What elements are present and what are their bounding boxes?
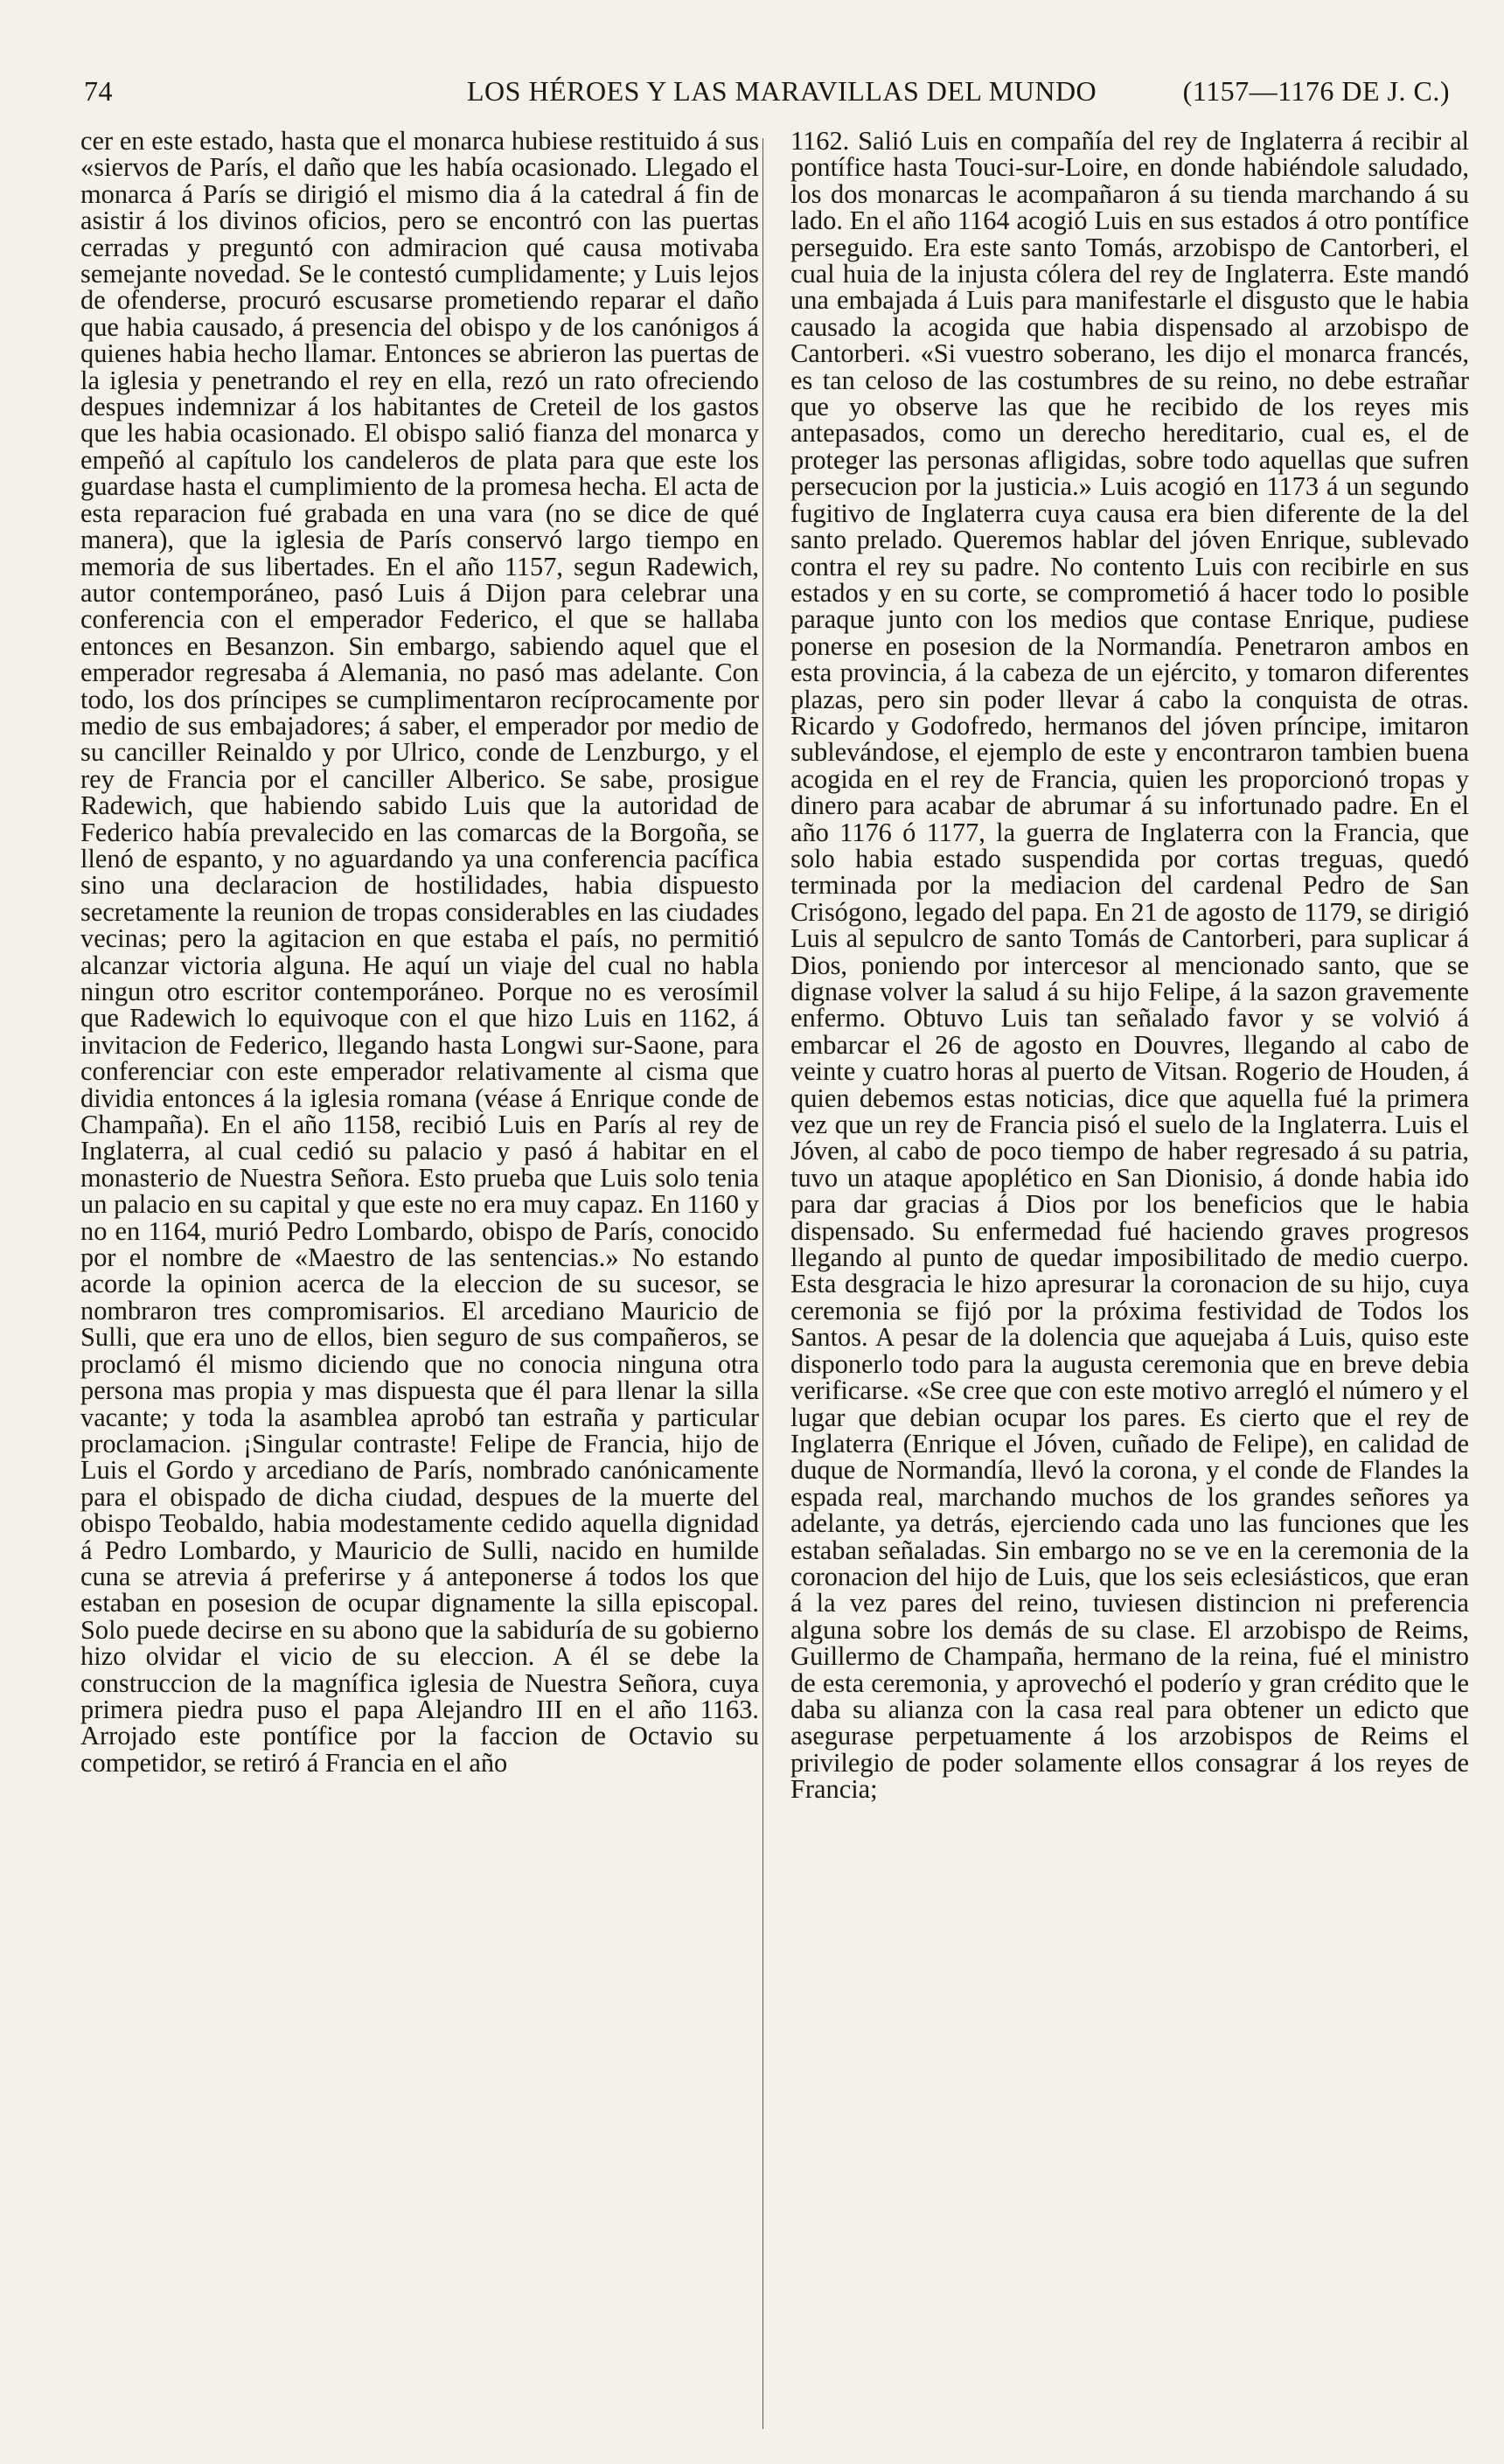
left-column-text: cer en este estado, hasta que el monarca hubiese restituido á sus «siervos de París, el daño que les había ocasionado. Llegado el monarca á París se dirigió el mismo dia á la catedral á fin de asistir á los divinos oficios, pero se encontró con las puertas cerradas y preguntó con admiracion qué causa motivaba semejante novedad. Se le contestó cumplidamente; y Luis lejos de ofenderse, procuró escusarse prometiendo reparar el daño que habia causado, á presencia del obispo y de los canónigos á quienes habia hecho llamar. Entonces se abrieron las puertas de la iglesia y penetrando el rey en ella, rezó un rato ofreciendo despues indemnizar á los habitantes de Creteil de los gastos que les habia ocasionado. El obispo salió fianza del monarca y empeñó al capítulo los candeleros de plata para que este los guardase hasta el cumplimiento de la promesa hecha. El acta de esta reparacion fué grabada en una vara (no se dice de qué manera), que la iglesia de París conservó largo tiempo en memoria de sus libertades. En el año 1157, segun Radewich, autor contemporáneo, pasó Luis á Dijon para celebrar una conferencia con el emperador Federico, el que se hallaba entonces en Besanzon. Sin embargo, sabiendo aquel que el emperador regresaba á Alemania, no pasó mas adelante. Con todo, los dos príncipes se cumplimentaron recíprocamente por medio de sus embajadores; á saber, el emperador por medio de su canciller Reinaldo y por Ulrico, conde de Lenzburgo, y el rey de Francia por el canciller Alberico. Se sabe, prosigue Radewich, que habiendo sabido Luis que la autoridad de Federico había prevalecido en las comarcas de la Borgoña, se llenó de espanto, y no aguardando ya una conferencia pacífica sino una declaracion de hostilidades, habia dispuesto secretamente la reunion de tropas considerables en las ciudades vecinas; pero la agitacion en que estaba el país, no permitió alcanzar victoria alguna. He aquí un viaje del cual no habla ningun otro escritor contemporáneo. Porque no es verosímil que Radewich lo equivoque con el que hizo Luis en 1162, á invitacion de Federico, llegando hasta Longwi sur-Saone, para conferenciar con este emperador relativamente al cisma que dividia entonces á la iglesia romana (véase á Enrique conde de Champaña). En el año 1158, recibió Luis en París al rey de Inglaterra, al cual cedió su palacio y pasó á habitar en el monasterio de Nuestra Señora. Esto prueba que Luis solo tenia un palacio en su capital y que este no era muy capaz. En 1160 y no en 1164, murió Pedro Lombardo, obispo de París, conocido por el nombre de «Maestro de las sentencias.» No estando acorde la opinion acerca de la eleccion de su sucesor, se nombraron tres compromisarios. El arcediano Mauricio de Sulli, que era uno de ellos, bien seguro de sus compañeros, se proclamó él mismo diciendo que no conocia ninguna otra persona mas propia y mas dispuesta que él para llenar la silla vacante; y toda la asamblea aprobó tan estraña y particular proclamacion. ¡Singular contraste! Felipe de Francia, hijo de Luis el Gordo y arcediano de París, nombrado canónicamente para el obispado de dicha ciudad, despues de la muerte del obispo Teobaldo, habia modestamente cedido aquella dignidad á Pedro Lombardo, y Mauricio de Sulli, nacido en humilde cuna se atrevia á preferirse y á anteponerse á todos los que estaban en posesion de ocupar dignamente la silla episcopal. Solo puede decirse en su abono que la sabiduría de su gobierno hizo olvidar el vicio de su eleccion. A él se debe la construccion de la magnífica iglesia de Nuestra Señora, cuya primera piedra puso el papa Alejandro III en el año 1163. Arrojado este pontífice por la faccion de Octavio su competidor, se retiró á Francia en el año (80, 126, 759, 1778)
book-title: LOS HÉROES Y LAS MARAVILLAS DEL MUNDO (467, 75, 1097, 107)
date-range: (1157—1176 DE J. C.) (1182, 75, 1450, 107)
left-column (80, 128, 759, 1776)
column-divider (762, 138, 763, 2429)
running-head (45, 73, 1467, 114)
right-column-text: 1162. Salió Luis en compañía del rey de Inglaterra á recibir al pontífice hasta Touci-sur-Loire, en donde habiéndole saludado, los dos monarcas le acompañaron á su tienda marchando á su lado. En el año 1164 acogió Luis en sus estados á otro pontífice perseguido. Era este santo Tomás, arzobispo de Cantorberi, el cual huia de la injusta cólera del rey de Inglaterra. Este mandó una embajada á Luis para manifestarle el disgusto que le habia causado la acogida que habia dispensado al arzobispo de Cantorberi. «Si vuestro soberano, les dijo el monarca francés, es tan celoso de las costumbres de su reino, no debe estrañar que yo observe las que he recibido de los reyes mis antepasados, como un derecho hereditario, cual es, el de proteger las personas afligidas, sobre todo aquellas que sufren persecucion por la justicia.» Luis acogió en 1173 á un segundo fugitivo de Inglaterra cuya causa era bien diferente de la del santo prelado. Queremos hablar del jóven Enrique, sublevado contra el rey su padre. No contento Luis con recibirle en sus estados y en su corte, se comprometió á hacer todo lo posible paraque junto con los medios que contase Enrique, pudiese ponerse en posesion de la Normandía. Penetraron ambos en esta provincia, á la cabeza de un ejército, y tomaron diferentes plazas, pero sin poder llevar á cabo la conquista de otras. Ricardo y Godofredo, hermanos del jóven príncipe, imitaron sublevándose, el ejemplo de este y encontraron tambien buena acogida en el rey de Francia, quien les proporcionó tropas y dinero para acabar de abrumar á su infortunado padre. En el año 1176 ó 1177, la guerra de Inglaterra con la Francia, que solo habia estado suspendida por cortas treguas, quedó terminada por la mediacion del cardenal Pedro de San Crisógono, legado del papa. En 21 de agosto de 1179, se dirigió Luis al sepulcro de santo Tomás de Cantorberi, para suplicar á Dios, poniendo por intercesor al mencionado santo, que se dignase volver la salud á su hijo Felipe, á la sazon gravemente enfermo. Obtuvo Luis tan señalado favor y se volvió á embarcar el 26 de agosto en Douvres, llegando al cabo de veinte y cuatro horas al puerto de Vitsan. Rogerio de Houden, á quien debemos estas noticias, dice que aquella fué la primera vez que un rey de Francia pisó el suelo de la Inglaterra. Luis el Jóven, al cabo de poco tiempo de haber regresado á su patria, tuvo un ataque apoplético en San Dionisio, á donde habia ido para dar gracias á Dios por los beneficios que le habia dispensado. Su enfermedad fué haciendo graves progresos llegando al punto de quedar imposibilitado de medio cuerpo. Esta desgracia le hizo apresurar la coronacion de su hijo, cuya ceremonia se fijó por la próxima festividad de Todos los Santos. A pesar de la dolencia que aquejaba á Luis, quiso este disponerlo todo para la augusta ceremonia que en breve debia verificarse. «Se cree que con este motivo arregló el número y el lugar que debian ocupar los pares. Es cierto que el rey de Inglaterra (Enrique el Jóven, cuñado de Felipe), en calidad de duque de Normandía, llevó la corona, y el conde de Flandes la espada real, marchando muchos de los grandes señores ya adelante, ya detrás, ejerciendo cada uno las funciones que les estaban señaladas. Sin embargo no se ve en la ceremonia de la coronacion del hijo de Luis, que los seis eclesiásticos, que eran á la vez pares del reino, tuviesen distincion ni preferencia alguna sobre los demás de su clase. El arzobispo de Reims, Guillermo de Champaña, hermano de la reina, fué el ministro de esta ceremonia, y aprovechó el poderío y gran crédito que le daba su alianza con la casa real para obtener un edicto que asegurase perpetuamente á los arzobispos de Reims el privilegio de poder solamente ellos consagrar á los reyes de Francia; (790, 126, 1469, 1805)
right-column (790, 128, 1469, 1803)
page-number: 74 (84, 75, 113, 107)
